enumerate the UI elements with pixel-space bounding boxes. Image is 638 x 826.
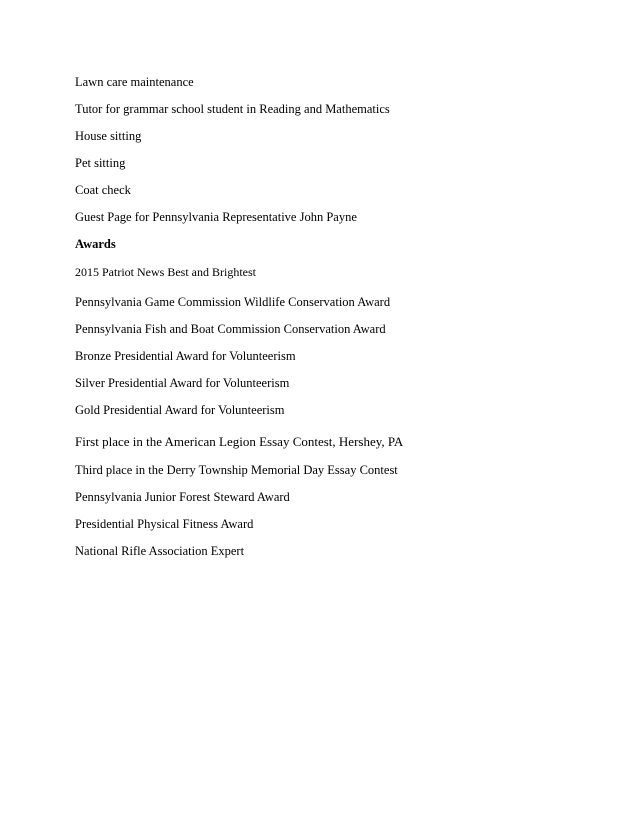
job-item: House sitting: [75, 129, 142, 143]
award-item: Presidential Physical Fitness Award: [75, 517, 254, 531]
job-item: Lawn care maintenance: [75, 75, 194, 89]
award-item: Pennsylvania Fish and Boat Commission Conservation Award: [75, 322, 386, 336]
award-item: Pennsylvania Game Commission Wildlife Conservation Award: [75, 295, 391, 309]
award-item: Gold Presidential Award for Volunteerism: [75, 403, 285, 417]
job-item: Tutor for grammar school student in Reading and Mathematics: [75, 102, 390, 116]
award-item: First place in the American Legion Essay Contest, Hershey, PA: [75, 434, 404, 449]
award-item: Bronze Presidential Award for Volunteerism: [75, 349, 296, 363]
award-item: Silver Presidential Award for Volunteerism: [75, 376, 290, 390]
job-item: Coat check: [75, 183, 131, 197]
job-item: Pet sitting: [75, 156, 126, 170]
job-item: Guest Page for Pennsylvania Representative John Payne: [75, 210, 357, 224]
award-item: 2015 Patriot News Best and Brightest: [75, 265, 256, 279]
awards-heading: Awards: [75, 237, 116, 251]
award-item: National Rifle Association Expert: [75, 544, 245, 558]
award-item: Third place in the Derry Township Memorial Day Essay Contest: [75, 463, 398, 477]
award-item: Pennsylvania Junior Forest Steward Award: [75, 490, 290, 504]
